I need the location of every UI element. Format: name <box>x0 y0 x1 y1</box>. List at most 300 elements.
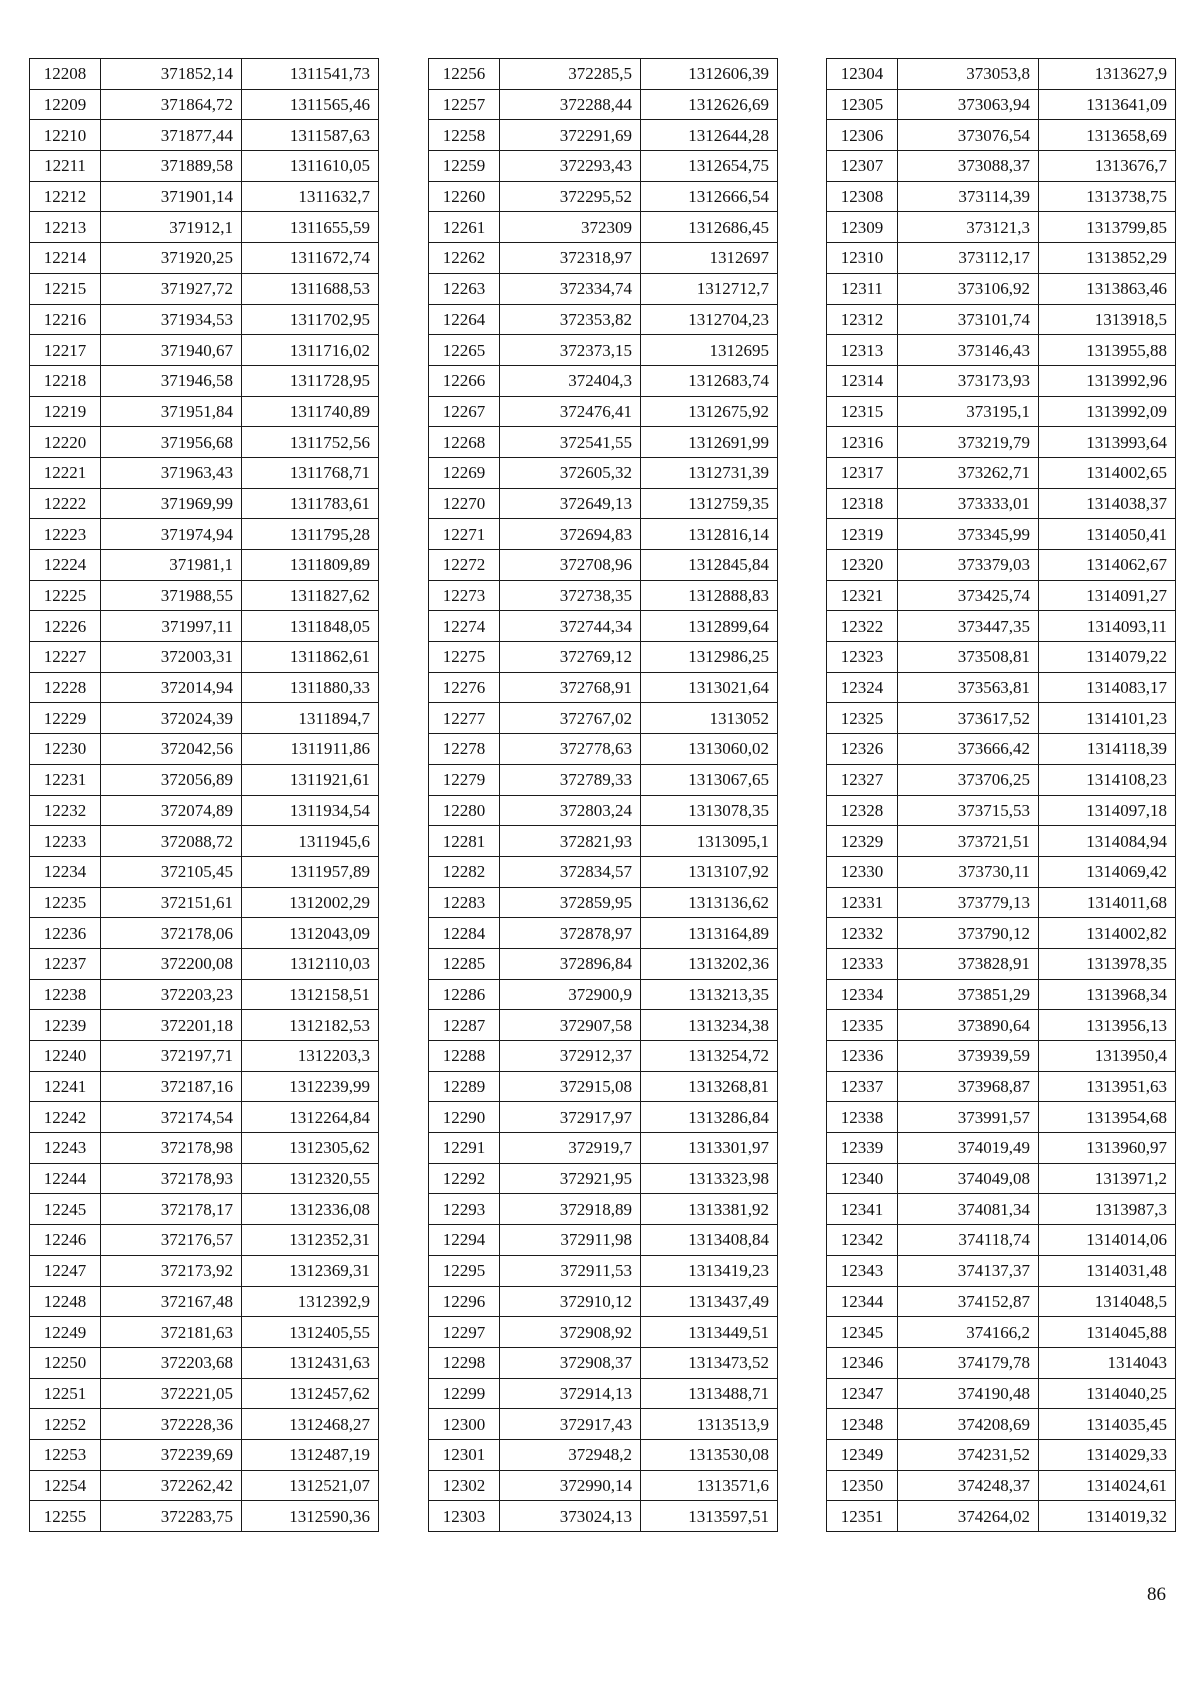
x-coordinate-cell: 373063,94 <box>898 89 1039 120</box>
point-id-cell: 12230 <box>30 734 101 765</box>
table-row <box>30 181 379 212</box>
point-id-cell: 12279 <box>429 764 500 795</box>
x-coordinate-cell: 372203,68 <box>101 1347 242 1378</box>
table-row <box>827 519 1176 550</box>
coordinate-table-body <box>429 59 778 1532</box>
table-row <box>429 826 778 857</box>
x-coordinate-cell: 372178,98 <box>101 1133 242 1164</box>
x-coordinate-cell: 371852,14 <box>101 59 242 90</box>
y-coordinate-cell: 1312845,84 <box>641 550 778 581</box>
coordinate-table-body <box>827 59 1176 1532</box>
point-id-cell: 12319 <box>827 519 898 550</box>
table-row <box>827 457 1176 488</box>
y-coordinate-cell: 1311752,56 <box>242 427 379 458</box>
y-coordinate-cell: 1313918,5 <box>1039 304 1176 335</box>
table-row <box>827 243 1176 274</box>
x-coordinate-cell: 372948,2 <box>500 1439 641 1470</box>
x-coordinate-cell: 372187,16 <box>101 1071 242 1102</box>
point-id-cell: 12268 <box>429 427 500 458</box>
y-coordinate-cell: 1314097,18 <box>1039 795 1176 826</box>
x-coordinate-cell: 371963,43 <box>101 457 242 488</box>
table-row <box>429 734 778 765</box>
point-id-cell: 12348 <box>827 1409 898 1440</box>
x-coordinate-cell: 372173,92 <box>101 1255 242 1286</box>
point-id-cell: 12312 <box>827 304 898 335</box>
table-row <box>827 1347 1176 1378</box>
table-row <box>827 59 1176 90</box>
point-id-cell: 12303 <box>429 1501 500 1532</box>
x-coordinate-cell: 374081,34 <box>898 1194 1039 1225</box>
y-coordinate-cell: 1314050,41 <box>1039 519 1176 550</box>
point-id-cell: 12232 <box>30 795 101 826</box>
y-coordinate-cell: 1314079,22 <box>1039 642 1176 673</box>
point-id-cell: 12273 <box>429 580 500 611</box>
point-id-cell: 12340 <box>827 1163 898 1194</box>
x-coordinate-cell: 374179,78 <box>898 1347 1039 1378</box>
y-coordinate-cell: 1314035,45 <box>1039 1409 1176 1440</box>
point-id-cell: 12325 <box>827 703 898 734</box>
point-id-cell: 12297 <box>429 1317 500 1348</box>
point-id-cell: 12328 <box>827 795 898 826</box>
table-row <box>429 151 778 182</box>
table-row <box>827 1071 1176 1102</box>
point-id-cell: 12243 <box>30 1133 101 1164</box>
y-coordinate-cell: 1312986,25 <box>641 642 778 673</box>
point-id-cell: 12241 <box>30 1071 101 1102</box>
x-coordinate-cell: 372919,7 <box>500 1133 641 1164</box>
y-coordinate-cell: 1311632,7 <box>242 181 379 212</box>
table-row <box>30 550 379 581</box>
y-coordinate-cell: 1313627,9 <box>1039 59 1176 90</box>
x-coordinate-cell: 372293,43 <box>500 151 641 182</box>
table-row <box>429 703 778 734</box>
point-id-cell: 12334 <box>827 979 898 1010</box>
y-coordinate-cell: 1311911,86 <box>242 734 379 765</box>
point-id-cell: 12213 <box>30 212 101 243</box>
x-coordinate-cell: 372239,69 <box>101 1439 242 1470</box>
x-coordinate-cell: 372373,15 <box>500 335 641 366</box>
y-coordinate-cell: 1313202,36 <box>641 948 778 979</box>
table-row <box>30 703 379 734</box>
x-coordinate-cell: 372056,89 <box>101 764 242 795</box>
x-coordinate-cell: 372334,74 <box>500 273 641 304</box>
y-coordinate-cell: 1313863,46 <box>1039 273 1176 304</box>
x-coordinate-cell: 374264,02 <box>898 1501 1039 1532</box>
y-coordinate-cell: 1313021,64 <box>641 672 778 703</box>
point-id-cell: 12287 <box>429 1010 500 1041</box>
y-coordinate-cell: 1311610,05 <box>242 151 379 182</box>
y-coordinate-cell: 1314101,23 <box>1039 703 1176 734</box>
x-coordinate-cell: 372318,97 <box>500 243 641 274</box>
x-coordinate-cell: 371981,1 <box>101 550 242 581</box>
y-coordinate-cell: 1311728,95 <box>242 365 379 396</box>
y-coordinate-cell: 1314029,33 <box>1039 1439 1176 1470</box>
table-row <box>429 89 778 120</box>
table-row <box>827 427 1176 458</box>
y-coordinate-cell: 1313286,84 <box>641 1102 778 1133</box>
point-id-cell: 12332 <box>827 918 898 949</box>
table-row <box>827 795 1176 826</box>
x-coordinate-cell: 372201,18 <box>101 1010 242 1041</box>
x-coordinate-cell: 372174,54 <box>101 1102 242 1133</box>
table-row <box>429 1317 778 1348</box>
x-coordinate-cell: 372176,57 <box>101 1225 242 1256</box>
table-row <box>30 1102 379 1133</box>
x-coordinate-cell: 371920,25 <box>101 243 242 274</box>
y-coordinate-cell: 1313954,68 <box>1039 1102 1176 1133</box>
table-row <box>429 304 778 335</box>
x-coordinate-cell: 372769,12 <box>500 642 641 673</box>
x-coordinate-cell: 372918,89 <box>500 1194 641 1225</box>
x-coordinate-cell: 373730,11 <box>898 856 1039 887</box>
y-coordinate-cell: 1312654,75 <box>641 151 778 182</box>
x-coordinate-cell: 373508,81 <box>898 642 1039 673</box>
y-coordinate-cell: 1313437,49 <box>641 1286 778 1317</box>
table-row <box>30 365 379 396</box>
table-row <box>30 1378 379 1409</box>
table-row <box>429 1041 778 1072</box>
point-id-cell: 12335 <box>827 1010 898 1041</box>
table-row <box>30 335 379 366</box>
point-id-cell: 12285 <box>429 948 500 979</box>
x-coordinate-cell: 372917,43 <box>500 1409 641 1440</box>
point-id-cell: 12261 <box>429 212 500 243</box>
point-id-cell: 12278 <box>429 734 500 765</box>
point-id-cell: 12286 <box>429 979 500 1010</box>
point-id-cell: 12234 <box>30 856 101 887</box>
y-coordinate-cell: 1314031,48 <box>1039 1255 1176 1286</box>
point-id-cell: 12209 <box>30 89 101 120</box>
y-coordinate-cell: 1313381,92 <box>641 1194 778 1225</box>
x-coordinate-cell: 373101,74 <box>898 304 1039 335</box>
point-id-cell: 12327 <box>827 764 898 795</box>
table-row <box>827 1010 1176 1041</box>
x-coordinate-cell: 374019,49 <box>898 1133 1039 1164</box>
x-coordinate-cell: 372476,41 <box>500 396 641 427</box>
point-id-cell: 12248 <box>30 1286 101 1317</box>
y-coordinate-cell: 1313078,35 <box>641 795 778 826</box>
y-coordinate-cell: 1311672,74 <box>242 243 379 274</box>
table-row <box>30 948 379 979</box>
y-coordinate-cell: 1314002,65 <box>1039 457 1176 488</box>
table-row <box>30 1255 379 1286</box>
table-row <box>30 918 379 949</box>
table-row <box>429 795 778 826</box>
table-row <box>429 427 778 458</box>
y-coordinate-cell: 1313473,52 <box>641 1347 778 1378</box>
y-coordinate-cell: 1313107,92 <box>641 856 778 887</box>
point-id-cell: 12341 <box>827 1194 898 1225</box>
table-row <box>429 365 778 396</box>
y-coordinate-cell: 1311827,62 <box>242 580 379 611</box>
table-row <box>30 826 379 857</box>
table-row <box>429 1133 778 1164</box>
y-coordinate-cell: 1312691,99 <box>641 427 778 458</box>
y-coordinate-cell: 1313951,63 <box>1039 1071 1176 1102</box>
y-coordinate-cell: 1311688,53 <box>242 273 379 304</box>
y-coordinate-cell: 1312457,62 <box>242 1378 379 1409</box>
x-coordinate-cell: 372151,61 <box>101 887 242 918</box>
y-coordinate-cell: 1311587,63 <box>242 120 379 151</box>
table-row <box>827 856 1176 887</box>
y-coordinate-cell: 1314038,37 <box>1039 488 1176 519</box>
table-row <box>429 1194 778 1225</box>
point-id-cell: 12290 <box>429 1102 500 1133</box>
y-coordinate-cell: 1312336,08 <box>242 1194 379 1225</box>
y-coordinate-cell: 1313987,3 <box>1039 1194 1176 1225</box>
table-row <box>30 488 379 519</box>
y-coordinate-cell: 1313164,89 <box>641 918 778 949</box>
y-coordinate-cell: 1313067,65 <box>641 764 778 795</box>
table-row <box>827 1439 1176 1470</box>
y-coordinate-cell: 1313060,02 <box>641 734 778 765</box>
y-coordinate-cell: 1311862,61 <box>242 642 379 673</box>
y-coordinate-cell: 1311740,89 <box>242 396 379 427</box>
table-row <box>30 243 379 274</box>
table-row <box>30 795 379 826</box>
y-coordinate-cell: 1311795,28 <box>242 519 379 550</box>
table-row <box>30 1041 379 1072</box>
point-id-cell: 12249 <box>30 1317 101 1348</box>
y-coordinate-cell: 1313419,23 <box>641 1255 778 1286</box>
coordinate-table-2 <box>428 58 778 1532</box>
point-id-cell: 12275 <box>429 642 500 673</box>
point-id-cell: 12216 <box>30 304 101 335</box>
table-row <box>429 181 778 212</box>
x-coordinate-cell: 372911,98 <box>500 1225 641 1256</box>
point-id-cell: 12322 <box>827 611 898 642</box>
y-coordinate-cell: 1314040,25 <box>1039 1378 1176 1409</box>
table-row <box>827 1255 1176 1286</box>
point-id-cell: 12225 <box>30 580 101 611</box>
point-id-cell: 12226 <box>30 611 101 642</box>
y-coordinate-cell: 1313254,72 <box>641 1041 778 1072</box>
table-row <box>429 1071 778 1102</box>
point-id-cell: 12236 <box>30 918 101 949</box>
x-coordinate-cell: 374118,74 <box>898 1225 1039 1256</box>
table-row <box>30 764 379 795</box>
x-coordinate-cell: 371956,68 <box>101 427 242 458</box>
point-id-cell: 12321 <box>827 580 898 611</box>
table-row <box>827 672 1176 703</box>
y-coordinate-cell: 1312590,36 <box>242 1501 379 1532</box>
point-id-cell: 12211 <box>30 151 101 182</box>
table-row <box>429 887 778 918</box>
point-id-cell: 12247 <box>30 1255 101 1286</box>
x-coordinate-cell: 371974,94 <box>101 519 242 550</box>
y-coordinate-cell: 1312405,55 <box>242 1317 379 1348</box>
x-coordinate-cell: 373173,93 <box>898 365 1039 396</box>
table-row <box>30 979 379 1010</box>
point-id-cell: 12313 <box>827 335 898 366</box>
x-coordinate-cell: 373088,37 <box>898 151 1039 182</box>
point-id-cell: 12252 <box>30 1409 101 1440</box>
table-row <box>429 1286 778 1317</box>
table-row <box>827 642 1176 673</box>
x-coordinate-cell: 373790,12 <box>898 918 1039 949</box>
y-coordinate-cell: 1313530,08 <box>641 1439 778 1470</box>
x-coordinate-cell: 373076,54 <box>898 120 1039 151</box>
x-coordinate-cell: 373715,53 <box>898 795 1039 826</box>
point-id-cell: 12302 <box>429 1470 500 1501</box>
table-row <box>30 734 379 765</box>
point-id-cell: 12229 <box>30 703 101 734</box>
x-coordinate-cell: 374049,08 <box>898 1163 1039 1194</box>
x-coordinate-cell: 373706,25 <box>898 764 1039 795</box>
y-coordinate-cell: 1312264,84 <box>242 1102 379 1133</box>
x-coordinate-cell: 373968,87 <box>898 1071 1039 1102</box>
table-row <box>827 764 1176 795</box>
table-row <box>827 1470 1176 1501</box>
y-coordinate-cell: 1313571,6 <box>641 1470 778 1501</box>
table-row <box>30 1225 379 1256</box>
page-number: 86 <box>1147 1584 1166 1605</box>
x-coordinate-cell: 372541,55 <box>500 427 641 458</box>
x-coordinate-cell: 372283,75 <box>101 1501 242 1532</box>
y-coordinate-cell: 1311768,71 <box>242 457 379 488</box>
x-coordinate-cell: 372074,89 <box>101 795 242 826</box>
y-coordinate-cell: 1313960,97 <box>1039 1133 1176 1164</box>
y-coordinate-cell: 1313978,35 <box>1039 948 1176 979</box>
y-coordinate-cell: 1311934,54 <box>242 795 379 826</box>
x-coordinate-cell: 372821,93 <box>500 826 641 857</box>
y-coordinate-cell: 1312712,7 <box>641 273 778 304</box>
table-row <box>827 1317 1176 1348</box>
point-id-cell: 12345 <box>827 1317 898 1348</box>
point-id-cell: 12350 <box>827 1470 898 1501</box>
table-row <box>429 1501 778 1532</box>
x-coordinate-cell: 372291,69 <box>500 120 641 151</box>
x-coordinate-cell: 372900,9 <box>500 979 641 1010</box>
table-row <box>429 1225 778 1256</box>
x-coordinate-cell: 372768,91 <box>500 672 641 703</box>
x-coordinate-cell: 373146,43 <box>898 335 1039 366</box>
y-coordinate-cell: 1312352,31 <box>242 1225 379 1256</box>
point-id-cell: 12343 <box>827 1255 898 1286</box>
table-row <box>827 887 1176 918</box>
y-coordinate-cell: 1314048,5 <box>1039 1286 1176 1317</box>
y-coordinate-cell: 1312686,45 <box>641 212 778 243</box>
y-coordinate-cell: 1313488,71 <box>641 1378 778 1409</box>
x-coordinate-cell: 373721,51 <box>898 826 1039 857</box>
point-id-cell: 12300 <box>429 1409 500 1440</box>
point-id-cell: 12318 <box>827 488 898 519</box>
table-row <box>827 1286 1176 1317</box>
y-coordinate-cell: 1312626,69 <box>641 89 778 120</box>
point-id-cell: 12233 <box>30 826 101 857</box>
point-id-cell: 12349 <box>827 1439 898 1470</box>
x-coordinate-cell: 373425,74 <box>898 580 1039 611</box>
x-coordinate-cell: 373219,79 <box>898 427 1039 458</box>
x-coordinate-cell: 371877,44 <box>101 120 242 151</box>
point-id-cell: 12304 <box>827 59 898 90</box>
x-coordinate-cell: 372003,31 <box>101 642 242 673</box>
point-id-cell: 12331 <box>827 887 898 918</box>
y-coordinate-cell: 1314083,17 <box>1039 672 1176 703</box>
table-row <box>429 519 778 550</box>
table-row <box>429 1470 778 1501</box>
point-id-cell: 12295 <box>429 1255 500 1286</box>
table-row <box>827 151 1176 182</box>
table-row <box>827 273 1176 304</box>
x-coordinate-cell: 373447,35 <box>898 611 1039 642</box>
point-id-cell: 12220 <box>30 427 101 458</box>
point-id-cell: 12212 <box>30 181 101 212</box>
x-coordinate-cell: 373262,71 <box>898 457 1039 488</box>
y-coordinate-cell: 1313968,34 <box>1039 979 1176 1010</box>
y-coordinate-cell: 1313213,35 <box>641 979 778 1010</box>
table-row <box>30 672 379 703</box>
x-coordinate-cell: 371889,58 <box>101 151 242 182</box>
point-id-cell: 12274 <box>429 611 500 642</box>
y-coordinate-cell: 1313449,51 <box>641 1317 778 1348</box>
y-coordinate-cell: 1314069,42 <box>1039 856 1176 887</box>
x-coordinate-cell: 372649,13 <box>500 488 641 519</box>
point-id-cell: 12346 <box>827 1347 898 1378</box>
table-row <box>30 212 379 243</box>
y-coordinate-cell: 1312816,14 <box>641 519 778 550</box>
y-coordinate-cell: 1312683,74 <box>641 365 778 396</box>
y-coordinate-cell: 1314043 <box>1039 1347 1176 1378</box>
table-row <box>827 611 1176 642</box>
table-row <box>827 396 1176 427</box>
y-coordinate-cell: 1312695 <box>641 335 778 366</box>
y-coordinate-cell: 1311783,61 <box>242 488 379 519</box>
x-coordinate-cell: 372221,05 <box>101 1378 242 1409</box>
point-id-cell: 12223 <box>30 519 101 550</box>
y-coordinate-cell: 1313234,38 <box>641 1010 778 1041</box>
table-row <box>827 1041 1176 1072</box>
y-coordinate-cell: 1314118,39 <box>1039 734 1176 765</box>
x-coordinate-cell: 372288,44 <box>500 89 641 120</box>
y-coordinate-cell: 1312182,53 <box>242 1010 379 1041</box>
x-coordinate-cell: 373114,39 <box>898 181 1039 212</box>
y-coordinate-cell: 1311565,46 <box>242 89 379 120</box>
y-coordinate-cell: 1313955,88 <box>1039 335 1176 366</box>
table-row <box>429 488 778 519</box>
point-id-cell: 12315 <box>827 396 898 427</box>
point-id-cell: 12218 <box>30 365 101 396</box>
point-id-cell: 12266 <box>429 365 500 396</box>
x-coordinate-cell: 372896,84 <box>500 948 641 979</box>
table-row <box>827 1163 1176 1194</box>
x-coordinate-cell: 373991,57 <box>898 1102 1039 1133</box>
x-coordinate-cell: 373666,42 <box>898 734 1039 765</box>
y-coordinate-cell: 1313095,1 <box>641 826 778 857</box>
point-id-cell: 12339 <box>827 1133 898 1164</box>
x-coordinate-cell: 372803,24 <box>500 795 641 826</box>
x-coordinate-cell: 373053,8 <box>898 59 1039 90</box>
x-coordinate-cell: 373345,99 <box>898 519 1039 550</box>
table-row <box>30 1071 379 1102</box>
x-coordinate-cell: 372105,45 <box>101 856 242 887</box>
point-id-cell: 12239 <box>30 1010 101 1041</box>
point-id-cell: 12336 <box>827 1041 898 1072</box>
point-id-cell: 12267 <box>429 396 500 427</box>
point-id-cell: 12245 <box>30 1194 101 1225</box>
point-id-cell: 12317 <box>827 457 898 488</box>
x-coordinate-cell: 373617,52 <box>898 703 1039 734</box>
point-id-cell: 12214 <box>30 243 101 274</box>
y-coordinate-cell: 1311716,02 <box>242 335 379 366</box>
x-coordinate-cell: 374208,69 <box>898 1409 1039 1440</box>
x-coordinate-cell: 371940,67 <box>101 335 242 366</box>
x-coordinate-cell: 372789,33 <box>500 764 641 795</box>
table-row <box>827 120 1176 151</box>
table-row <box>429 550 778 581</box>
y-coordinate-cell: 1313956,13 <box>1039 1010 1176 1041</box>
x-coordinate-cell: 371997,11 <box>101 611 242 642</box>
